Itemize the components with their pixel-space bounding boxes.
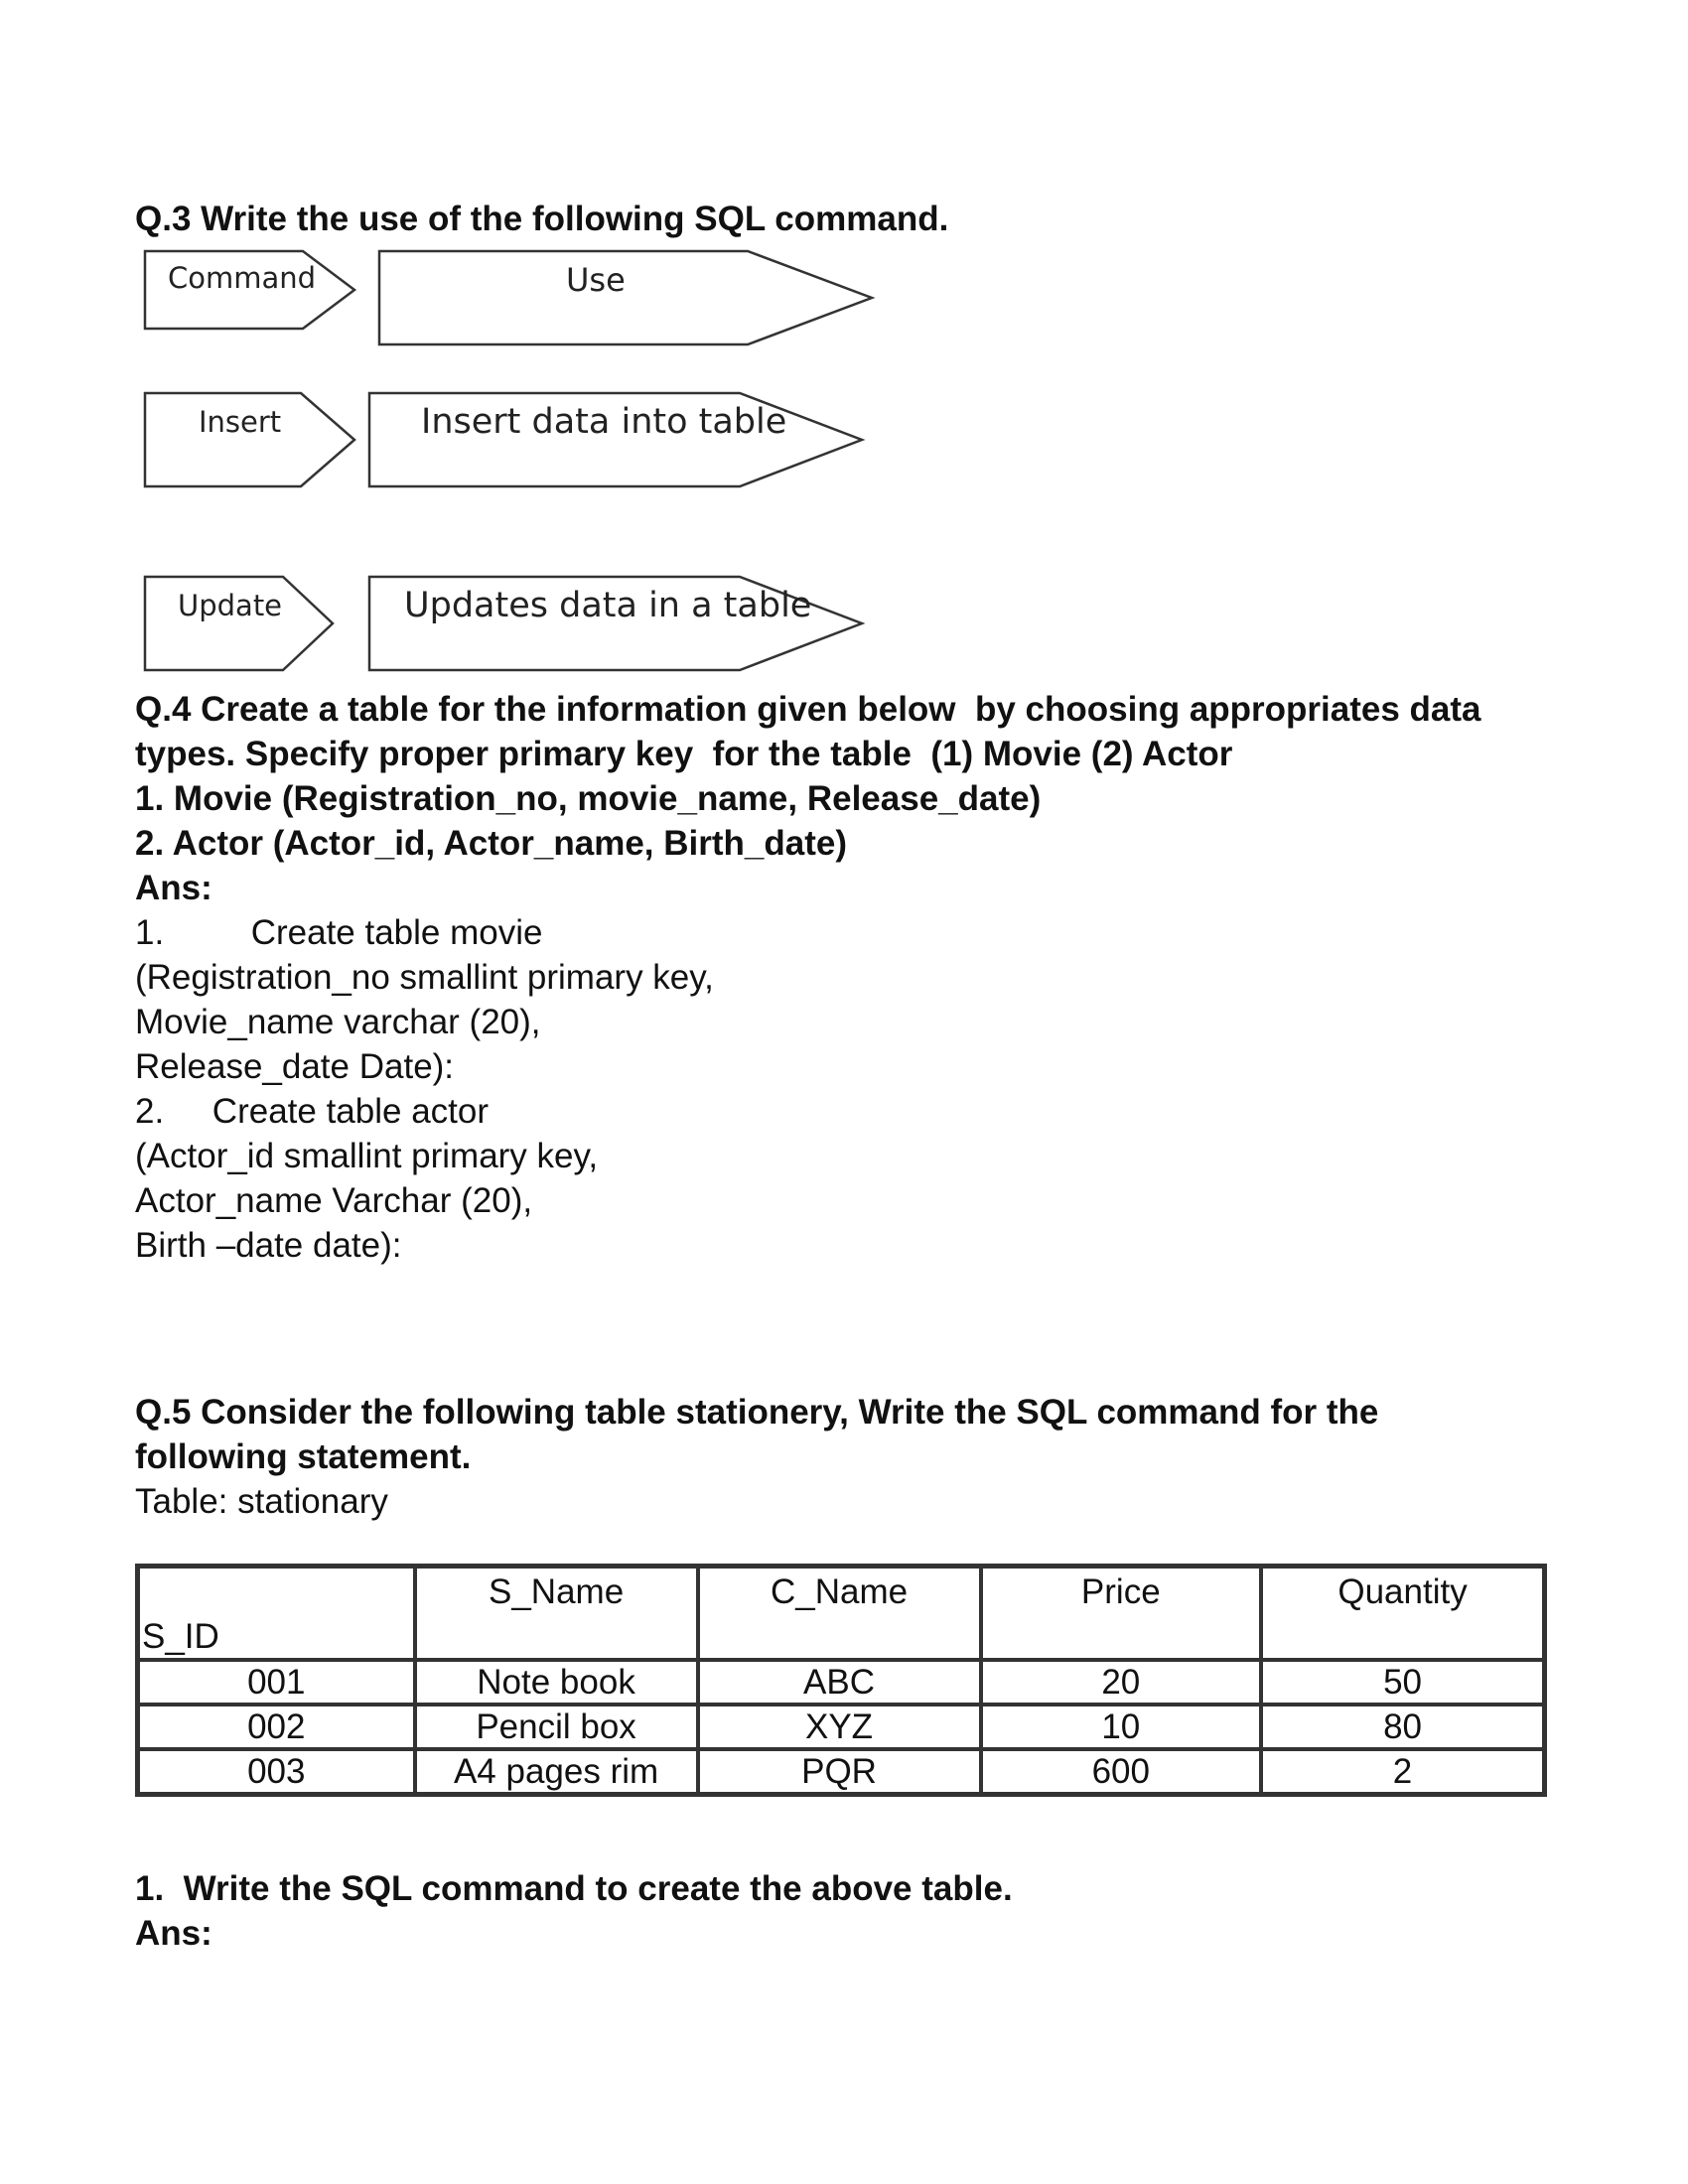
q5-table-caption: Table: stationary (135, 1482, 388, 1521)
table-cell: Note book (415, 1660, 698, 1705)
header-cell-quantity: Quantity (1261, 1567, 1544, 1660)
q4-heading-line2: types. Specify proper primary key for the table (1) Movie (2) Actor (135, 735, 1233, 773)
command-header-label: Command (168, 261, 317, 295)
table-cell: XYZ (698, 1705, 981, 1749)
insert-command-label: Insert (199, 405, 282, 439)
table-cell: 50 (1261, 1660, 1544, 1705)
q4-answer-line: (Registration_no smallint primary key, (135, 958, 714, 997)
table-cell: 10 (981, 1705, 1262, 1749)
q3-heading: Q.3 Write the use of the following SQL command. (135, 200, 949, 238)
header-cell-s-id: S_ID (138, 1567, 415, 1660)
q4-ans-label: Ans: (135, 869, 212, 907)
q5-sub-question: 1. Write the SQL command to create the above table. (135, 1869, 1013, 1908)
q4-answer-line: Birth –date date): (135, 1226, 402, 1265)
header-cell-c-name: C_Name (698, 1567, 981, 1660)
use-header-label: Use (566, 261, 626, 299)
q4-answer-line: (Actor_id smallint primary key, (135, 1137, 599, 1175)
q4-item-movie: 1. Movie (Registration_no, movie_name, Release_date) (135, 779, 1042, 818)
insert-use-label: Insert data into table (421, 402, 787, 442)
update-command-label: Update (178, 589, 283, 622)
update-use-label: Updates data in a table (404, 586, 812, 625)
q5-heading-line2: following statement. (135, 1437, 472, 1476)
table-cell: Pencil box (415, 1705, 698, 1749)
table-cell: 003 (138, 1749, 415, 1794)
table-cell: PQR (698, 1749, 981, 1794)
header-cell-s-name: S_Name (415, 1567, 698, 1660)
table-cell: 002 (138, 1705, 415, 1749)
table-cell: 80 (1261, 1705, 1544, 1749)
table-cell: 001 (138, 1660, 415, 1705)
table-cell: 2 (1261, 1749, 1544, 1794)
header-cell-price: Price (981, 1567, 1262, 1660)
use-header-shape (378, 250, 875, 345)
q4-answer-line: Release_date Date): (135, 1047, 455, 1086)
table-row (138, 1705, 1544, 1749)
q4-item-actor: 2. Actor (Actor_id, Actor_name, Birth_date) (135, 824, 847, 863)
table-cell: 20 (981, 1660, 1262, 1705)
q5-ans-label: Ans: (135, 1914, 212, 1953)
table-row (138, 1749, 1544, 1794)
table-header-row (138, 1567, 1544, 1660)
q4-answer-line: 2. Create table actor (135, 1092, 490, 1131)
q4-answer-line: Movie_name varchar (20), (135, 1003, 541, 1041)
table-cell: 600 (981, 1749, 1262, 1794)
table-cell: ABC (698, 1660, 981, 1705)
stationary-table (135, 1564, 1547, 1797)
q4-answer-line: Actor_name Varchar (20), (135, 1181, 533, 1220)
table-row (138, 1660, 1544, 1705)
q5-heading-line1: Q.5 Consider the following table stationery, Write the SQL command for the (135, 1393, 1379, 1432)
q4-heading-line1: Q.4 Create a table for the information given below by choosing appropriates data (135, 690, 1481, 729)
q4-answer-line: 1. Create table movie (135, 913, 543, 952)
table-cell: A4 pages rim (415, 1749, 698, 1794)
